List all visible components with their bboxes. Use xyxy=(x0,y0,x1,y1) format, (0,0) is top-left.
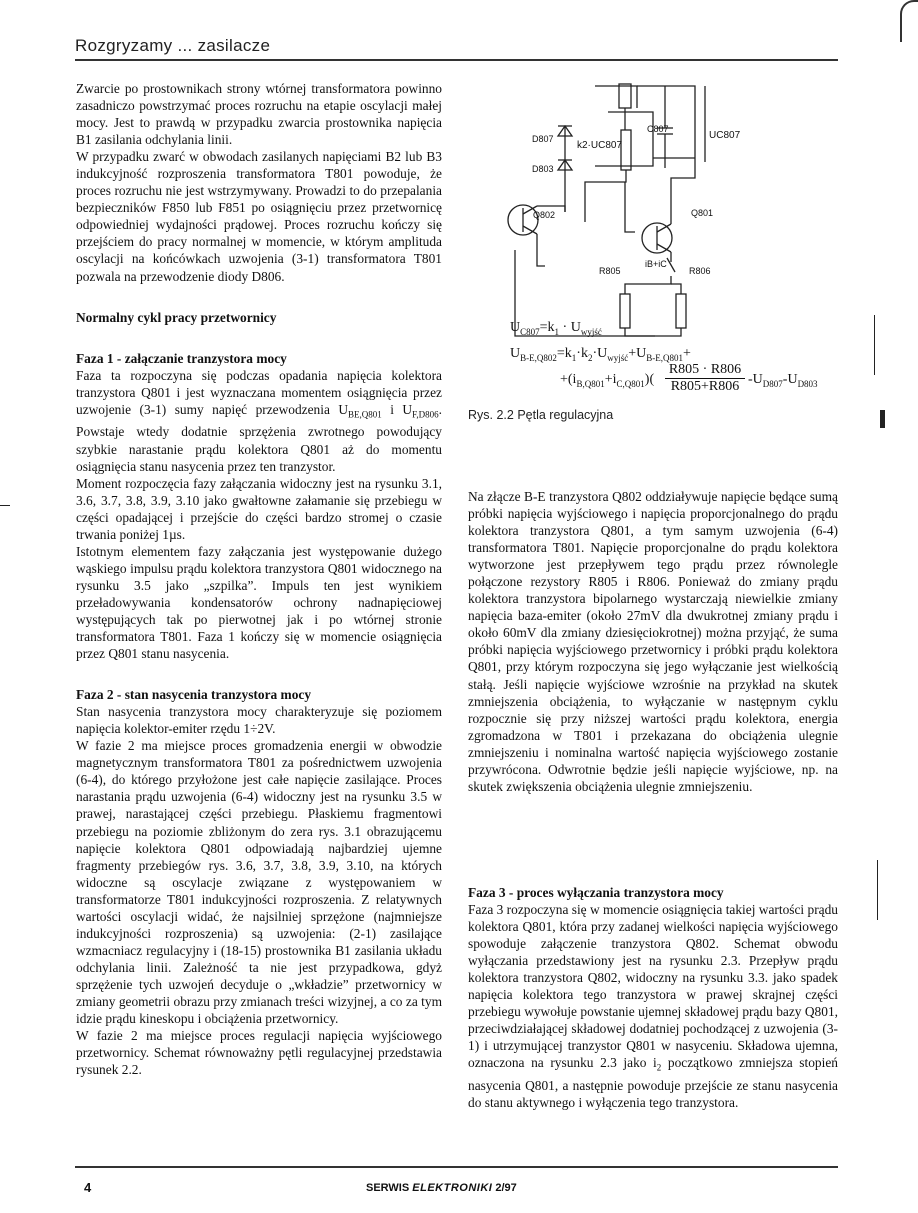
phase1-paragraph-2: Moment rozpoczęcia fazy załączania widoczny jest na rysunku 3.1, 3.6, 3.7, 3.8, 3.9, 3.10 jako gwałtowne załamanie się przebiegu w części opadającej i przejście do części bardzo stromej o czasie trwania poniżej 1µs. xyxy=(76,475,442,542)
label-ibic: iB+iC xyxy=(645,259,667,269)
right-paragraph-1: Na złącze B-E tranzystora Q802 oddziaływuje napięcie będące sumą próbki napięcia wyjściowego i napięcia proporcjonalnego do prądu kolektora tranzystora Q801, a tym samym uzwojenia (6-4) transformatora T801. Napięcie proporcjonalne do prądu kolektora wytworzone jest przepływem tego prądu przez równolegle połączone rezystory R805 i R806. Ponieważ do zmiany prądu kolektora tranzystora bipolarnego wystarczają niewielkie zmiany napięcia baza-emiter (około 27mV dla dwukrotnej zmiany prądu i około 60mV dla zmiany dziesięciokrotnej) można przyjąć, że suma próbki napięcia wyjściowego przetwornicy i próbki prądu kolektora Q801, przy którym rozpoczyna się jego wyłączanie jest wielkością stałą. Jeśli napięcie wyjściowe wzrośnie na przykład na skutek zmniejszenia obciążenia, to wyłączanie w następnym cyklu rozpocznie się przy niższej wartości prądu kolektora, energia zgromadzona w T801 i przekazana do obciążenia ulegnie zmniejszeniu i nominalna wartość napięcia wyjściowego zostanie przywrócona. Odwrotnie będzie jeśli napięcie wyjściowe, np. na skutek zwiększenia obciążenia ulegnie zmniejszeniu. xyxy=(468,489,838,794)
label-d803: D803 xyxy=(532,164,554,174)
label-uc807: UC807 xyxy=(709,130,741,141)
intro-paragraph-1: Zwarcie po prostownikach strony wtórnej transformatora powinno zasadniczo powstrzymać proces rozruchu na etapie oscylacji małej mocy. Jest to prawdą w przypadku zwarcia prostownika napięcia B1 zasilania odchylania linii. xyxy=(76,81,442,148)
label-r805: R805 xyxy=(599,266,621,276)
wire-k2-box xyxy=(595,112,653,166)
intro-paragraph-2: W przypadku zwarć w obwodach zasilanych napięciami B2 lub B3 indukcyjność rozproszenia transformatora T801 powoduje, że proces rozruchu nie jest wstrzymywany. Prowadzi to do przepalania bezpieczników F850 lub F851 po osiągnięciu przez przetwornicę odpowiedniej wydajności prądowej. Proces rozruchu kończy się przejściem do pracy normalnej w momencie, w którym amplituda oscylacji na końcówkach uzwojenia (3-1) transformatora T801 pozwala na przewodzenie diody D806. xyxy=(76,149,442,284)
formula-diode-term: $-U_{D807}-U_{D803}$ xyxy=(748,372,818,389)
k2-resistor xyxy=(621,130,631,170)
phase1-paragraph-3: Istotnym elementem fazy załączania jest występowanie dużego wąskiego impulsu prądu kolektora tranzystora Q801 widocznego na rysunku 3.5 jako „szpilka”. Impuls ten jest wynikiem przeładowywania kondensatorów ochrony nadnapięciowej występujących tak po pierwotnej jak i po wtórnej stronie transformatora T801. Faza 1 kończy się w momencie osiągnięcia przez Q801 stanu nasycenia. xyxy=(76,543,442,662)
phase1-title: Faza 1 - załączanie tranzystora mocy xyxy=(76,350,287,366)
label-r806: R806 xyxy=(689,266,711,276)
scan-mark-2 xyxy=(880,410,885,428)
r806-resistor xyxy=(676,294,686,328)
left-column xyxy=(76,80,442,1078)
formula-fraction: R805 · R806 R805+R806 xyxy=(665,362,745,395)
right-column-block-1 xyxy=(468,488,838,795)
page-corner-mark xyxy=(900,0,918,42)
header-rule xyxy=(75,59,838,61)
page-number: 4 xyxy=(84,1180,92,1195)
phase3-title: Faza 3 - proces wyłączania tranzystora mocy xyxy=(468,885,724,900)
label-q801: Q801 xyxy=(691,208,714,218)
running-header: Rozgryzamy ... zasilacze xyxy=(75,36,271,55)
label-d807: D807 xyxy=(532,134,554,144)
top-resistor xyxy=(619,84,631,108)
label-c807: C807 xyxy=(647,124,669,134)
phase2-title: Faza 2 - stan nasycenia tranzystora mocy xyxy=(76,687,312,703)
label-k2uc807: k2·UC807 xyxy=(577,140,623,151)
label-q802: Q802 xyxy=(533,210,556,220)
r805-resistor xyxy=(620,294,630,328)
formula-ube-q802: $U_{B-E,Q802}=k_1\cdot k_2\cdot U_{wyjść}+U_{B-E,Q801}+$ xyxy=(510,346,691,363)
control-loop-schematic xyxy=(495,72,855,352)
phase2-paragraph-1: Stan nasycenia tranzystora mocy charakteryzuje się poziomem napięcia kolektor-emiter rzędu 1÷2V. xyxy=(76,704,442,737)
scan-mark-4 xyxy=(0,505,10,506)
figure-caption: Rys. 2.2 Pętla regulacyjna xyxy=(468,408,614,422)
scan-mark-3 xyxy=(877,860,878,920)
right-paragraph-2: Faza 3 rozpoczyna się w momencie osiągnięcia takiej wartości prądu kolektora Q801, która przy zadanej wielkości napięcia wyjściowego spowoduje załączenie tranzystora Q802. Schemat obwodu wyłączania przedstawiony jest na rysunku 2.3. Przepływ prądu kolektora tranzystora Q802, widoczny na rysunku 3.3. jako spadek napięcia kolektora tego tranzystora w prawej skrajnej części przebiegu wywołuje powstanie ujemnej składowej prądu bazy Q801, przeciwdziałającej składowej dodatniej pochodzącej z uzwojenia (3-1) i utrzymującej tranzystor Q801 w nasyceniu. Składowa ujemna, oznaczona na rysunku 2.3 jako $i_2$ początkowo zmniejsza stopień nasycenia Q801, a następnie powoduje przejście ze stanu nasycenia do stanu aktywnego i wyłączenia tego tranzystora. xyxy=(468,902,838,1111)
scan-mark-1 xyxy=(874,315,875,375)
section-title: Normalny cykl pracy przetwornicy xyxy=(76,309,277,325)
phase2-paragraph-3: W fazie 2 ma miejsce proces regulacji napięcia wyjściowego przetwornicy. Schemat równoważny pętli regulacyjnej przedstawia rysunek 2.2. xyxy=(76,1028,442,1078)
magazine-footer: SERWIS ELEKTRONIKI 2/97 xyxy=(366,1182,517,1194)
right-column-block-2 xyxy=(468,884,838,1111)
formula-current-term: $+(i_{B,Q801}+i_{C,Q801})$( xyxy=(560,372,655,389)
footer-rule xyxy=(75,1166,838,1168)
formula-uc807: $U_{C807}=k_1 \cdot U_{wyjść}$ xyxy=(510,320,602,337)
phase2-paragraph-2: W fazie 2 ma miejsce proces gromadzenia energii w obwodzie magnetycznym transformatora T801 za pośrednictwem uzwojenia (6-4), do którego przyłożone jest całe napięcie zasilające. Proces narastania prądu uzwojenia (6-4) widoczny jest na rysunku 3.5 w prawej, narastającej części przebiegu. Płaskiemu fragmentowi przebiegu na poziomie zbliżonym do zera rys. 3.1 obrazującemu napięcie kolektora Q801 odpowiadają najbardziej ujemne fragmenty przebiegów rys. 3.6, 3.7, 3.8, 3.9, 3.10, na których widoczne są oscylacje związane z występowaniem w transformatorze T801 indukcyjności rozproszenia. Z relatywnych wartości oscylacji widać, że najsilniej sprzężone (najmniejsze indukcyjności rozproszenia) są uzwojenia: (2-1) zasilające wzmacniacz regulacyjny i (18-15) prostownika B1 zasilania układu odchylania linii. Zależność ta nie jest przypadkowa, gdyż sprzężenie tych uzwojeń decyduje o „wkładzie” przetwornicy w zmiany geometrii obrazu przy zmianach treści wizyjnej, a co za tym idzie prądu kineskopu i obciążenia przetwornicy. xyxy=(76,738,442,1027)
phase1-paragraph-1: Faza ta rozpoczyna się podczas opadania napięcia kolektora tranzystora Q801 i jest wyznaczana momentem osiągnięcia przez uzwojenie (3-1) sumy napięć przewodzenia $U_{BE,Q801}$ i $U_{F,D806}$. Powstaje wtedy dodatnie sprzężenia zwrotnego powodujący szybkie narastanie prądu kolektora Q801 aż do momentu osiągnięcia stanu nasycenia przez ten tranzystor. xyxy=(76,367,442,474)
